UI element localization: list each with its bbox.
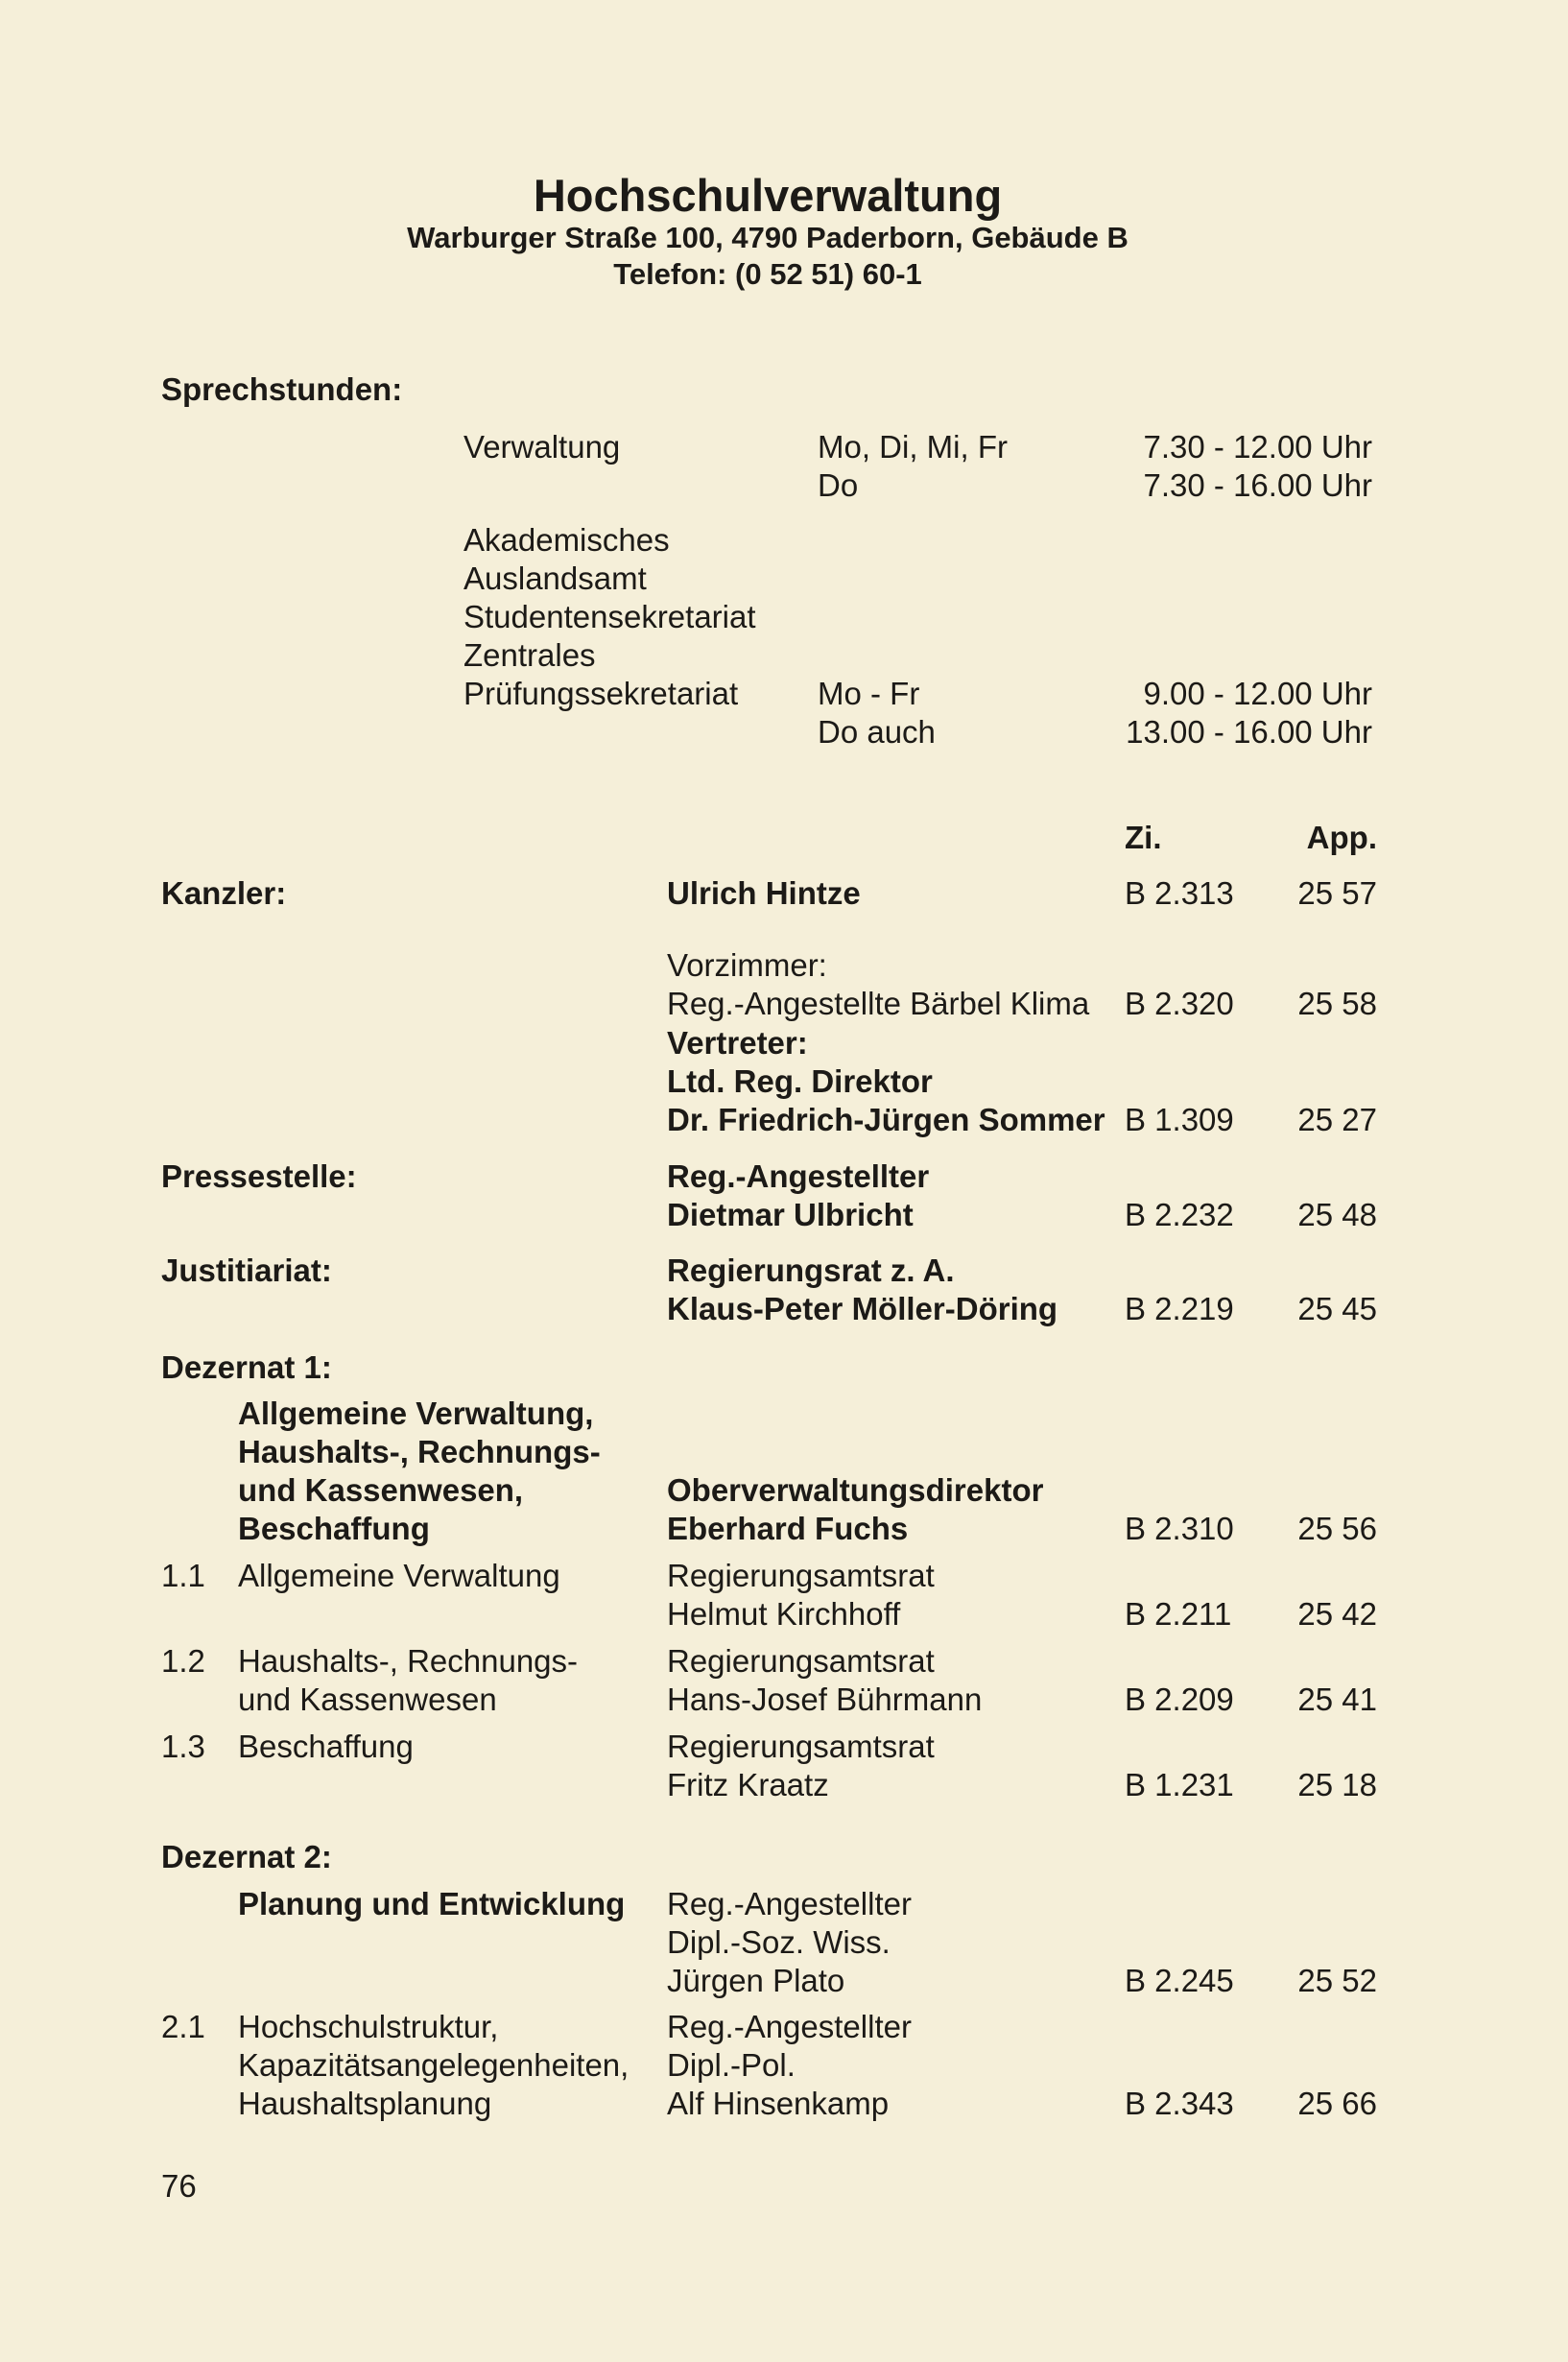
pressestelle-name: Dietmar Ulbricht (667, 1197, 914, 1232)
dezernat1-desc: Allgemeine Verwaltung, (238, 1396, 594, 1431)
vertreter-title: Ltd. Reg. Direktor (667, 1063, 933, 1099)
office-line: Prüfungssekretariat (463, 676, 739, 711)
offices-time2: 13.00 - 16.00 Uhr (1126, 714, 1372, 750)
justitiariat-phone: 25 45 (1297, 1291, 1377, 1326)
kanzler-name: Ulrich Hintze (667, 875, 861, 911)
item-number: 1.1 (161, 1558, 205, 1593)
offices-day1: Mo - Fr (818, 676, 920, 711)
item-degree: Dipl.-Pol. (667, 2047, 796, 2083)
justitiariat-title: Regierungsrat z. A. (667, 1253, 955, 1288)
page-title: Hochschulverwaltung (533, 170, 1003, 221)
item-title: Regierungsamtsrat (667, 1643, 935, 1679)
office-line: Auslandsamt (463, 561, 647, 596)
item-number: 1.2 (161, 1643, 205, 1679)
item-title: Regierungsamtsrat (667, 1729, 935, 1764)
dezernat2-desc: Planung und Entwicklung (238, 1886, 626, 1921)
pressestelle-label: Pressestelle: (161, 1158, 357, 1194)
vertreter-label: Vertreter: (667, 1025, 808, 1061)
pressestelle-phone: 25 48 (1297, 1197, 1377, 1232)
item-room: B 1.231 (1125, 1767, 1234, 1802)
dezernat2-head-room: B 2.245 (1125, 1963, 1234, 1998)
dezernat2-label: Dezernat 2: (161, 1839, 332, 1874)
pressestelle-room: B 2.232 (1125, 1197, 1234, 1232)
dezernat1-head-phone: 25 56 (1297, 1511, 1377, 1546)
vertreter-phone: 25 27 (1297, 1102, 1377, 1137)
pressestelle-title: Reg.-Angestellter (667, 1158, 930, 1194)
verwaltung-day1: Mo, Di, Mi, Fr (818, 429, 1008, 465)
dezernat2-head-degree: Dipl.-Soz. Wiss. (667, 1924, 891, 1960)
offices-time1: 9.00 - 12.00 Uhr (1143, 676, 1372, 711)
dezernat1-head-room: B 2.310 (1125, 1511, 1234, 1546)
item-phone: 25 66 (1297, 2086, 1377, 2121)
vorzimmer-label: Vorzimmer: (667, 947, 827, 983)
justitiariat-label: Justitiariat: (161, 1253, 332, 1288)
item-desc: Hochschulstruktur, (238, 2009, 499, 2044)
vorzimmer-phone: 25 58 (1297, 986, 1377, 1021)
kanzler-phone: 25 57 (1297, 875, 1377, 911)
offices-day2: Do auch (818, 714, 936, 750)
item-room: B 2.209 (1125, 1682, 1234, 1717)
dezernat1-head-title: Oberverwaltungsdirektor (667, 1472, 1044, 1508)
item-number: 2.1 (161, 2009, 205, 2044)
vorzimmer-room: B 2.320 (1125, 986, 1234, 1021)
dezernat1-label: Dezernat 1: (161, 1349, 332, 1385)
item-desc: Kapazitätsangelegenheiten, (238, 2047, 630, 2083)
item-phone: 25 42 (1297, 1596, 1377, 1632)
item-name: Hans-Josef Bührmann (667, 1682, 983, 1717)
item-title: Regierungsamtsrat (667, 1558, 935, 1593)
office-line: Zentrales (463, 637, 596, 673)
item-name: Fritz Kraatz (667, 1767, 829, 1802)
kanzler-label: Kanzler: (161, 875, 287, 911)
office-line: Studentensekretariat (463, 599, 756, 634)
item-desc: Haushalts-, Rechnungs- (238, 1643, 579, 1679)
vertreter-name: Dr. Friedrich-Jürgen Sommer (667, 1102, 1105, 1137)
item-desc: Allgemeine Verwaltung (238, 1558, 560, 1593)
item-room: B 2.211 (1125, 1596, 1232, 1632)
kanzler-room: B 2.313 (1125, 875, 1234, 911)
office-line: Akademisches (463, 522, 670, 558)
item-desc: Haushaltsplanung (238, 2086, 492, 2121)
dezernat2-head-phone: 25 52 (1297, 1963, 1377, 1998)
item-name: Helmut Kirchhoff (667, 1596, 901, 1632)
verwaltung-day2: Do (818, 467, 859, 503)
justitiariat-room: B 2.219 (1125, 1291, 1234, 1326)
item-phone: 25 18 (1297, 1767, 1377, 1802)
justitiariat-name: Klaus-Peter Möller-Döring (667, 1291, 1058, 1326)
dezernat2-head-name: Jürgen Plato (667, 1963, 845, 1998)
dezernat1-desc: Beschaffung (238, 1511, 430, 1546)
dezernat1-desc: Haushalts-, Rechnungs- (238, 1434, 601, 1469)
address: Warburger Straße 100, 4790 Paderborn, Gebäude B (407, 221, 1128, 254)
dezernat1-desc: und Kassenwesen, (238, 1472, 524, 1508)
item-room: B 2.343 (1125, 2086, 1234, 2121)
verwaltung-name: Verwaltung (463, 429, 621, 465)
verwaltung-time2: 7.30 - 16.00 Uhr (1143, 467, 1372, 503)
sprechstunden-label: Sprechstunden: (161, 371, 403, 407)
verwaltung-time1: 7.30 - 12.00 Uhr (1143, 429, 1372, 465)
item-desc: und Kassenwesen (238, 1682, 497, 1717)
column-phone-header: App. (1306, 820, 1377, 855)
vorzimmer-name: Reg.-Angestellte Bärbel Klima (667, 986, 1090, 1021)
column-room-header: Zi. (1125, 820, 1162, 855)
phone-line: Telefon: (0 52 51) 60-1 (613, 257, 922, 291)
vertreter-room: B 1.309 (1125, 1102, 1234, 1137)
dezernat1-head-name: Eberhard Fuchs (667, 1511, 909, 1546)
dezernat2-head-title: Reg.-Angestellter (667, 1886, 912, 1921)
page-number: 76 (161, 2168, 197, 2204)
item-title: Reg.-Angestellter (667, 2009, 912, 2044)
item-phone: 25 41 (1297, 1682, 1377, 1717)
item-name: Alf Hinsenkamp (667, 2086, 890, 2121)
item-number: 1.3 (161, 1729, 205, 1764)
item-desc: Beschaffung (238, 1729, 414, 1764)
